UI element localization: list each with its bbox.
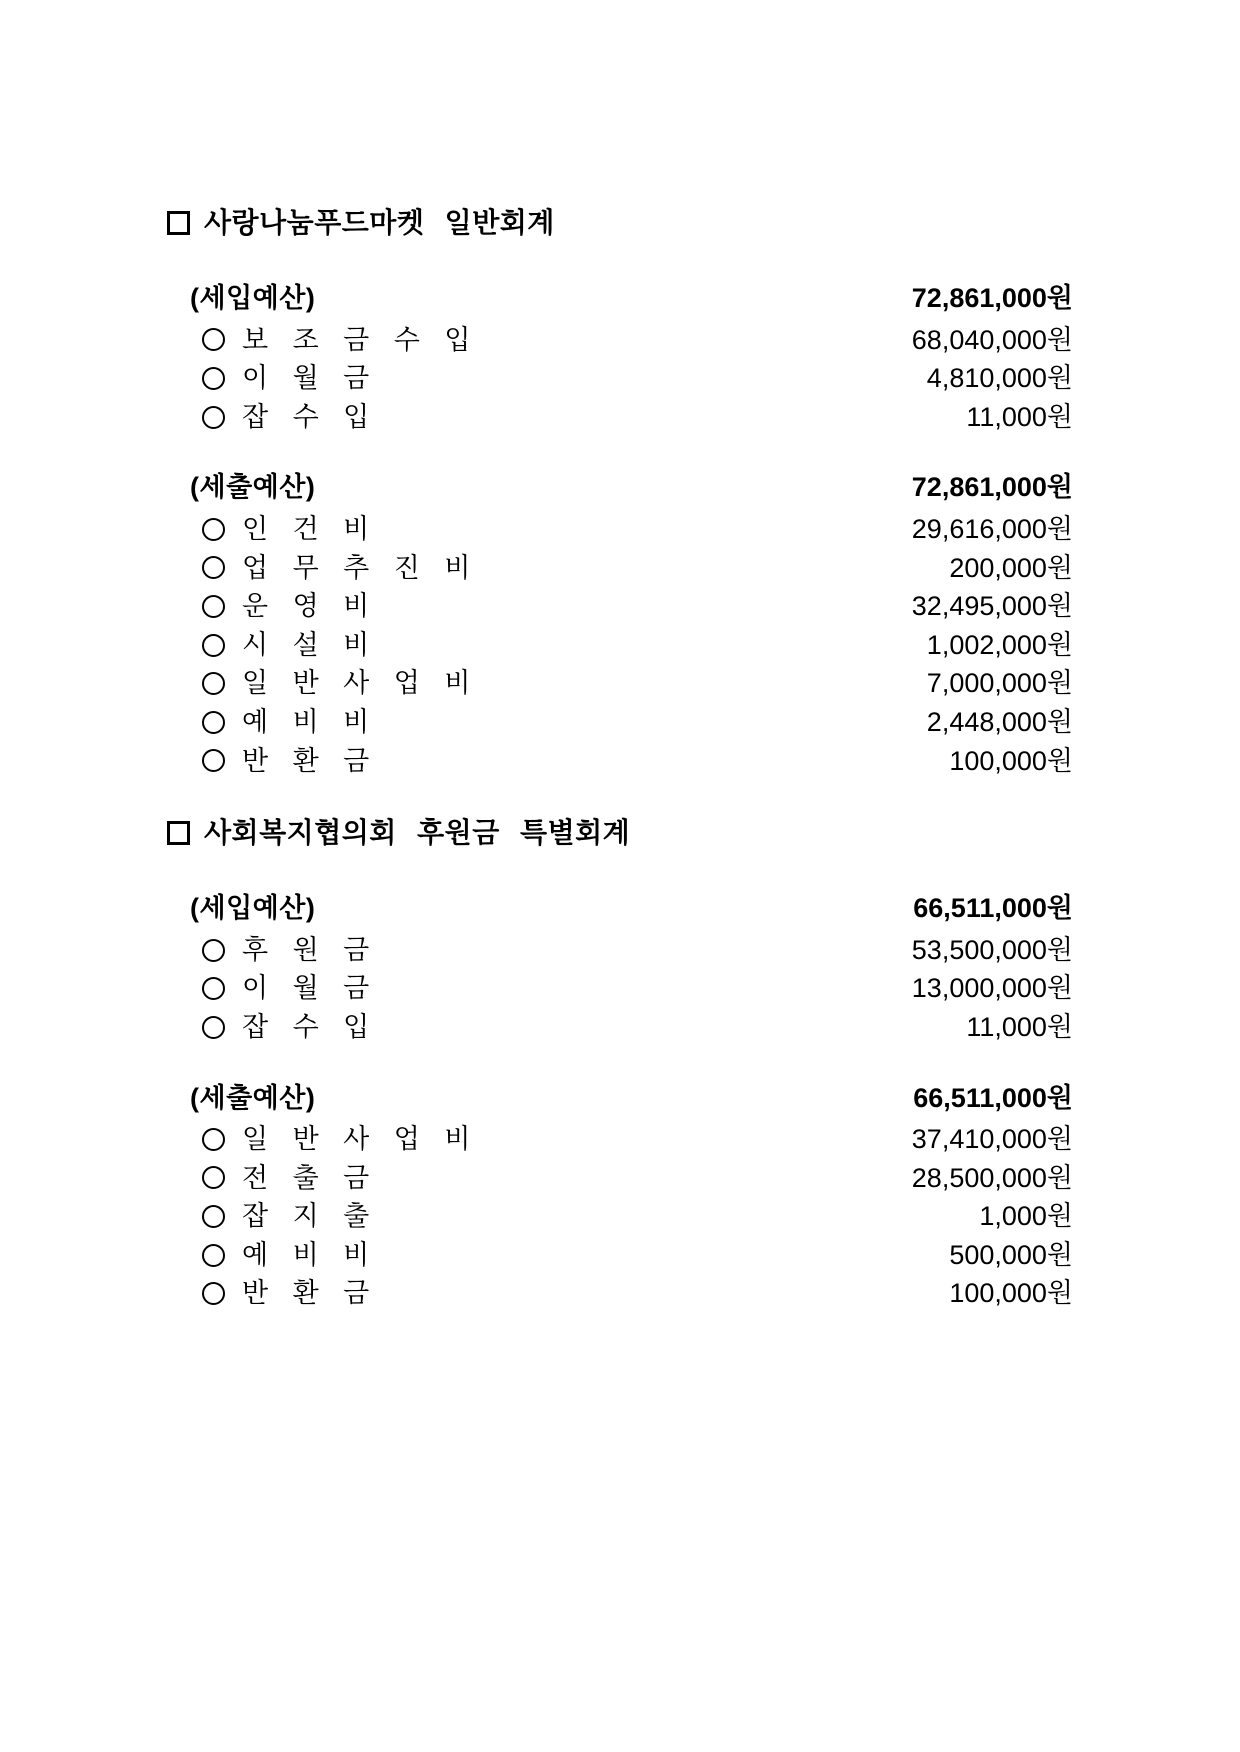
- budget-item-amount: 7,000,000원: [926, 668, 1073, 699]
- subsection-label: (세입예산): [190, 893, 316, 924]
- budget-item-amount: 28,500,000원: [911, 1162, 1073, 1193]
- circle-bullet-icon: [202, 977, 225, 1000]
- budget-item-label-group: [202, 742, 369, 781]
- section-header: [167, 813, 1073, 853]
- budget-item-name: 시 설 비: [242, 629, 370, 660]
- budget-item-row: [167, 703, 1073, 742]
- budget-item-name: 인 건 비: [242, 513, 370, 544]
- budget-item-amount: 100,000원: [949, 745, 1073, 776]
- budget-item-row: [167, 1197, 1073, 1236]
- circle-bullet-icon: [202, 556, 225, 579]
- budget-item-name: 업 무 추 진 비: [242, 552, 471, 583]
- circle-bullet-icon: [202, 749, 225, 772]
- subsection-total-amount: 66,511,000원: [913, 893, 1073, 924]
- budget-item-name: 보 조 금 수 입: [242, 324, 471, 355]
- budget-item-row: [167, 321, 1073, 360]
- circle-bullet-icon: [202, 672, 225, 695]
- budget-item-label-group: [202, 1197, 369, 1236]
- budget-item-row: [167, 359, 1073, 398]
- budget-subsection: [167, 1079, 1073, 1314]
- budget-item-amount: 53,500,000원: [911, 934, 1073, 965]
- budget-item-name: 반 환 금: [242, 1278, 370, 1309]
- budget-item-amount: 4,810,000원: [926, 363, 1073, 394]
- budget-item-label-group: [202, 664, 470, 703]
- account-section: [167, 203, 1073, 780]
- budget-item-label-group: [202, 703, 369, 742]
- budget-item-name: 후 원 금: [242, 934, 370, 965]
- subsection-label: (세입예산): [190, 283, 316, 313]
- budget-item-row: [167, 931, 1073, 970]
- budget-item-amount: 200,000원: [949, 552, 1073, 583]
- subsection-header-row: [167, 889, 1073, 928]
- budget-item-name: 잡 수 입: [242, 401, 370, 432]
- budget-item-name: 잡 수 입: [242, 1011, 370, 1042]
- budget-item-row: [167, 1159, 1073, 1198]
- budget-item-row: [167, 1008, 1073, 1047]
- budget-item-amount: 2,448,000원: [926, 706, 1073, 737]
- budget-item-name: 이 월 금: [242, 973, 370, 1004]
- section-header: [167, 203, 1073, 243]
- circle-bullet-icon: [202, 328, 225, 351]
- circle-bullet-icon: [202, 711, 225, 734]
- budget-item-row: [167, 664, 1073, 703]
- subsection-label: (세출예산): [190, 472, 316, 503]
- circle-bullet-icon: [202, 1282, 225, 1305]
- budget-item-amount: 11,000원: [966, 401, 1073, 432]
- budget-item-row: [167, 1120, 1073, 1159]
- budget-item-row: [167, 742, 1073, 781]
- section-title: 사랑나눔푸드마켓 일반회계: [204, 207, 555, 238]
- section-title: 사회복지협의회 후원금 특별회계: [204, 817, 631, 849]
- budget-item-row: [167, 626, 1073, 665]
- circle-bullet-icon: [202, 634, 225, 657]
- budget-item-label-group: [202, 1236, 369, 1275]
- budget-item-name: 이 월 금: [242, 363, 370, 394]
- budget-item-name: 일 반 사 업 비: [242, 668, 471, 699]
- circle-bullet-icon: [202, 1016, 225, 1039]
- budget-item-name: 일 반 사 업 비: [242, 1124, 471, 1155]
- circle-bullet-icon: [202, 367, 225, 390]
- budget-item-name: 반 환 금: [242, 745, 370, 776]
- budget-item-row: [167, 587, 1073, 626]
- account-section: [167, 813, 1073, 1313]
- circle-bullet-icon: [202, 595, 225, 618]
- budget-item-name: 예 비 비: [242, 706, 370, 737]
- budget-item-name: 예 비 비: [242, 1239, 370, 1270]
- budget-item-name: 잡 지 출: [242, 1201, 370, 1232]
- budget-item-amount: 32,495,000원: [911, 591, 1073, 622]
- budget-item-row: [167, 969, 1073, 1008]
- budget-item-label-group: [202, 1274, 369, 1313]
- circle-bullet-icon: [202, 939, 225, 962]
- budget-item-amount: 500,000원: [949, 1239, 1073, 1270]
- budget-item-label-group: [202, 321, 470, 360]
- budget-item-amount: 11,000원: [966, 1011, 1073, 1042]
- budget-item-label-group: [202, 587, 369, 626]
- budget-item-row: [167, 510, 1073, 549]
- subsection-total-amount: 72,861,000원: [911, 283, 1073, 313]
- budget-item-label-group: [202, 969, 369, 1008]
- circle-bullet-icon: [202, 406, 225, 429]
- subsection-total-amount: 72,861,000원: [911, 472, 1073, 503]
- budget-item-label-group: [202, 398, 369, 437]
- circle-bullet-icon: [202, 1166, 225, 1189]
- budget-item-row: [167, 1236, 1073, 1275]
- budget-item-label-group: [202, 1159, 369, 1198]
- circle-bullet-icon: [202, 1205, 225, 1228]
- budget-item-amount: 29,616,000원: [911, 513, 1073, 544]
- budget-item-amount: 68,040,000원: [911, 324, 1073, 355]
- budget-item-label-group: [202, 359, 369, 398]
- circle-bullet-icon: [202, 1244, 225, 1267]
- budget-item-label-group: [202, 626, 369, 665]
- budget-subsection: [167, 279, 1073, 436]
- subsection-total-amount: 66,511,000원: [913, 1082, 1073, 1113]
- budget-item-amount: 1,000원: [979, 1201, 1073, 1232]
- budget-item-row: [167, 1274, 1073, 1313]
- budget-item-row: [167, 398, 1073, 437]
- budget-item-label-group: [202, 510, 369, 549]
- budget-item-amount: 1,002,000원: [926, 629, 1073, 660]
- budget-item-name: 전 출 금: [242, 1162, 370, 1193]
- budget-item-amount: 13,000,000원: [911, 973, 1073, 1004]
- budget-subsection: [167, 468, 1073, 780]
- budget-subsection: [167, 889, 1073, 1046]
- circle-bullet-icon: [202, 1128, 225, 1151]
- subsection-header-row: [167, 279, 1073, 318]
- budget-item-label-group: [202, 549, 470, 588]
- square-bullet-icon: [167, 211, 190, 235]
- subsection-label: (세출예산): [190, 1082, 316, 1113]
- square-bullet-icon: [167, 821, 190, 845]
- subsection-header-row: [167, 1079, 1073, 1118]
- budget-item-label-group: [202, 1120, 470, 1159]
- budget-item-name: 운 영 비: [242, 591, 370, 622]
- budget-item-label-group: [202, 931, 369, 970]
- budget-item-amount: 100,000원: [949, 1278, 1073, 1309]
- budget-item-label-group: [202, 1008, 369, 1047]
- budget-item-amount: 37,410,000원: [911, 1124, 1073, 1155]
- subsection-header-row: [167, 468, 1073, 507]
- budget-item-row: [167, 549, 1073, 588]
- circle-bullet-icon: [202, 518, 225, 541]
